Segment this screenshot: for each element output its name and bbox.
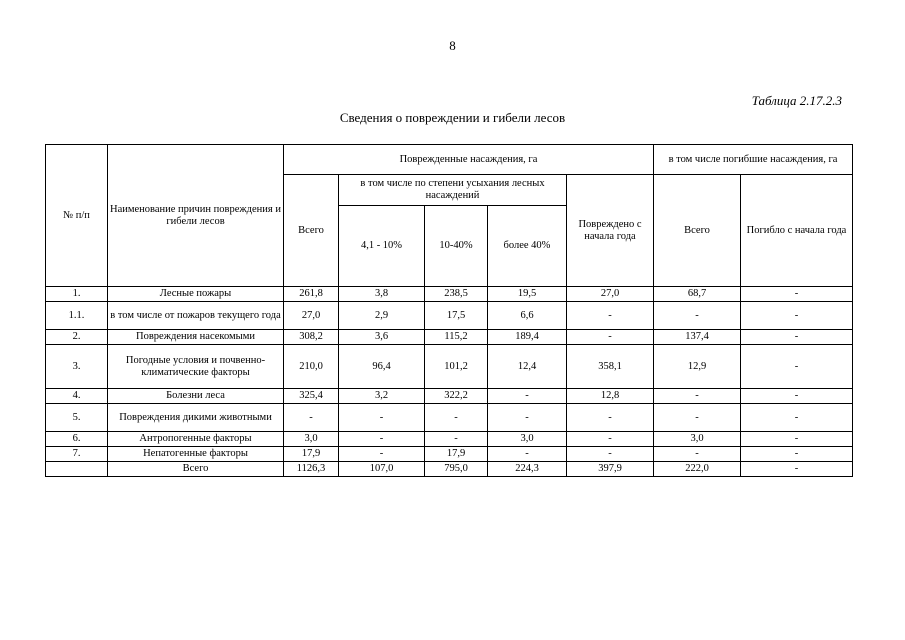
cell-damaged-since: - — [567, 404, 654, 432]
cell-total: 27,0 — [284, 302, 339, 330]
cell-dead-since: - — [741, 287, 853, 302]
table-row — [46, 447, 853, 462]
header-dead-since: Погибло с начала года — [741, 175, 853, 287]
cell-num: 1. — [46, 287, 108, 302]
header-total: Всего — [284, 175, 339, 287]
cell-total: 3,0 — [284, 432, 339, 447]
cell-dead-total: 12,9 — [654, 345, 741, 389]
cell-degree-2: 322,2 — [425, 389, 488, 404]
page-number: 8 — [449, 38, 456, 53]
cell-dead-total: 137,4 — [654, 330, 741, 345]
cell-damaged-since: - — [567, 447, 654, 462]
cell-degree-2: 238,5 — [425, 287, 488, 302]
cell-num: 7. — [46, 447, 108, 462]
cell-dead-since: - — [741, 404, 853, 432]
cell-degree-2: 17,5 — [425, 302, 488, 330]
cell-dead-since: - — [741, 389, 853, 404]
cell-degree-1: 3,6 — [339, 330, 425, 345]
document-title: Сведения о повреждении и гибели лесов — [339, 110, 566, 125]
cell-degree-1: 107,0 — [339, 462, 425, 477]
cell-degree-1: - — [339, 432, 425, 447]
cell-num: 2. — [46, 330, 108, 345]
cell-degree-2: - — [425, 432, 488, 447]
table-row — [46, 389, 853, 404]
cell-degree-1: - — [339, 404, 425, 432]
cell-dead-total: 3,0 — [654, 432, 741, 447]
cell-degree-2: 101,2 — [425, 345, 488, 389]
cell-dead-total: 68,7 — [654, 287, 741, 302]
cell-total: 210,0 — [284, 345, 339, 389]
cell-name: Антропогенные факторы — [108, 432, 284, 447]
cell-degree-3: 189,4 — [488, 330, 567, 345]
cell-dead-since: - — [741, 345, 853, 389]
header-by-degree: в том числе по степени усыхания лесных насаждений — [339, 175, 567, 206]
cell-dead-total: - — [654, 302, 741, 330]
cell-damaged-since: - — [567, 302, 654, 330]
cell-name: Непатогенные факторы — [108, 447, 284, 462]
cell-degree-1: 3,2 — [339, 389, 425, 404]
cell-dead-since: - — [741, 462, 853, 477]
table-row — [46, 432, 853, 447]
cell-degree-3: 6,6 — [488, 302, 567, 330]
cell-num: 4. — [46, 389, 108, 404]
cell-num: 3. — [46, 345, 108, 389]
cell-damaged-since: 397,9 — [567, 462, 654, 477]
cell-num: 6. — [46, 432, 108, 447]
cell-dead-since: - — [741, 330, 853, 345]
header-dead-total: Всего — [654, 175, 741, 287]
header-degree-3: более 40% — [488, 206, 567, 287]
cell-total: 17,9 — [284, 447, 339, 462]
table-row — [46, 330, 853, 345]
cell-name: Повреждения насекомыми — [108, 330, 284, 345]
cell-damaged-since: 12,8 — [567, 389, 654, 404]
table-row — [46, 287, 853, 302]
cell-degree-2: 795,0 — [425, 462, 488, 477]
cell-name: Лесные пожары — [108, 287, 284, 302]
header-name: Наименование причин повреждения и гибели лесов — [108, 145, 284, 287]
cell-name: Всего — [108, 462, 284, 477]
cell-degree-3: 19,5 — [488, 287, 567, 302]
cell-dead-total: - — [654, 447, 741, 462]
header-degree-2: 10-40% — [425, 206, 488, 287]
cell-degree-3: 224,3 — [488, 462, 567, 477]
cell-degree-3: 12,4 — [488, 345, 567, 389]
cell-num: 5. — [46, 404, 108, 432]
header-damaged-group: Поврежденные насаждения, га — [284, 145, 654, 175]
cell-num: 1.1. — [46, 302, 108, 330]
table-body — [46, 287, 853, 477]
cell-total: 261,8 — [284, 287, 339, 302]
header-damaged-since: Повреждено с начала года — [567, 175, 654, 287]
cell-total: 325,4 — [284, 389, 339, 404]
forest-damage-table — [45, 144, 853, 477]
cell-num — [46, 462, 108, 477]
cell-degree-3: - — [488, 389, 567, 404]
cell-damaged-since: - — [567, 432, 654, 447]
cell-degree-1: - — [339, 447, 425, 462]
table-row — [46, 302, 853, 330]
cell-damaged-since: 358,1 — [567, 345, 654, 389]
cell-name: Болезни леса — [108, 389, 284, 404]
table-row — [46, 345, 853, 389]
header-degree-1: 4,1 - 10% — [339, 206, 425, 287]
header-dead-group: в том числе погибшие насаждения, га — [654, 145, 853, 175]
cell-degree-2: - — [425, 404, 488, 432]
cell-degree-3: 3,0 — [488, 432, 567, 447]
cell-dead-total: 222,0 — [654, 462, 741, 477]
cell-name: Повреждения дикими животными — [108, 404, 284, 432]
cell-degree-3: - — [488, 404, 567, 432]
cell-degree-1: 2,9 — [339, 302, 425, 330]
cell-name: в том числе от пожаров текущего года — [108, 302, 284, 330]
cell-total: 1126,3 — [284, 462, 339, 477]
cell-degree-1: 96,4 — [339, 345, 425, 389]
cell-degree-1: 3,8 — [339, 287, 425, 302]
cell-dead-total: - — [654, 389, 741, 404]
cell-degree-3: - — [488, 447, 567, 462]
table-row — [46, 462, 853, 477]
table-reference: Таблица 2.17.2.3 — [751, 93, 842, 108]
cell-dead-total: - — [654, 404, 741, 432]
cell-dead-since: - — [741, 447, 853, 462]
cell-degree-2: 115,2 — [425, 330, 488, 345]
cell-degree-2: 17,9 — [425, 447, 488, 462]
cell-dead-since: - — [741, 432, 853, 447]
cell-damaged-since: 27,0 — [567, 287, 654, 302]
cell-damaged-since: - — [567, 330, 654, 345]
cell-name: Погодные условия и почвенно-климатические факторы — [108, 345, 284, 389]
cell-total: - — [284, 404, 339, 432]
table-row — [46, 404, 853, 432]
cell-total: 308,2 — [284, 330, 339, 345]
header-num: № п/п — [46, 145, 108, 287]
cell-dead-since: - — [741, 302, 853, 330]
